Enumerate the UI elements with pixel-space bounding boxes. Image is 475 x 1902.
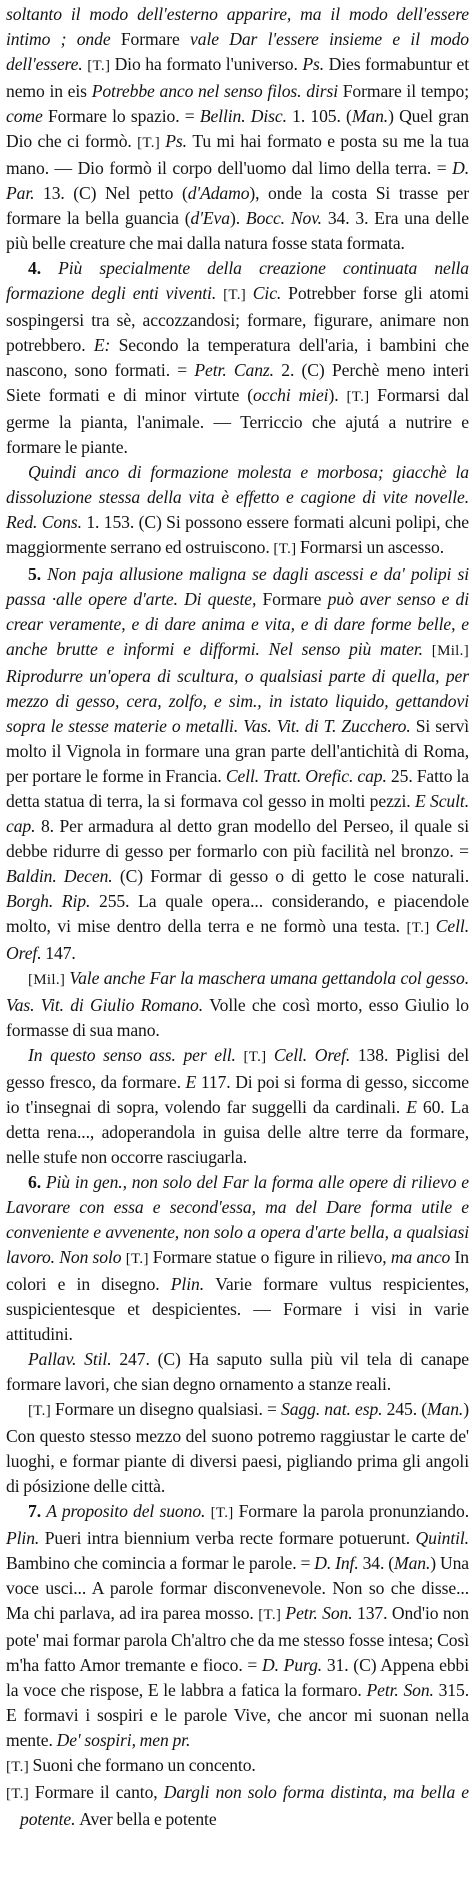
body-text: ) Con questo stesso mezzo del suono potremo raggiustar le carte de' luoghi, e formar piante di diversi paesi, pigliando prima gli angoli di pósizione delle città. bbox=[6, 1399, 469, 1496]
sense-number: 4. bbox=[28, 258, 59, 278]
entry-paragraph bbox=[6, 966, 469, 1043]
italic-text: In questo senso ass. per ell. bbox=[28, 1045, 244, 1065]
italic-text: Man. bbox=[426, 1399, 464, 1419]
italic-text: Quindi anco di formazione molesta e morbosa; giacchè la dissoluzione stessa della vita è effetto e cagione di vite novelle. Red. Cons. bbox=[6, 462, 469, 532]
italic-text: Cic. bbox=[252, 283, 289, 303]
entry-paragraph bbox=[6, 460, 469, 562]
source-tag: [T.] bbox=[258, 1607, 286, 1623]
body-text: ). bbox=[229, 208, 246, 228]
italic-text: Bellin. Disc. bbox=[199, 106, 293, 126]
italic-text: soltanto il modo dell'esterno apparire, ma il modo dell'essere intimo ; onde bbox=[6, 4, 469, 49]
italic-text: Cell. Oref. bbox=[6, 916, 470, 963]
italic-text: d'Eva bbox=[190, 208, 230, 228]
body-text: 60. La detta rena..., adoperandola in guisa delle altre terre da formare, nelle stufe non occorre rasciugarla. bbox=[6, 1097, 469, 1167]
italic-text: vale Dar l'essere insieme e il modo dell'essere. bbox=[6, 29, 469, 74]
body-text: Formarsi un ascesso. bbox=[299, 537, 445, 557]
body-text: 137. Ond'io non pote' mai formar parola Ch'altro che da me stesso fosse intesa; Così m'ha fatto Amor tremante e fioco. = bbox=[6, 1603, 470, 1675]
body-text: 2. (C) Perchè meno interi Siete formati e di minor virtute ( bbox=[6, 360, 469, 405]
italic-text: A proposito del suono. bbox=[46, 1501, 211, 1521]
body-text: Formare lo spazio. = bbox=[47, 106, 200, 126]
body-text: 315. E formavi i sospiri e le parole Vive, che ancor mi suonan nella mente. bbox=[6, 1680, 469, 1750]
body-text: 245. ( bbox=[386, 1399, 427, 1419]
italic-text: Più in gen., non solo del Far la forma alle opere di rilievo e Lavorare con essa e second'essa, ma del Dare forma utile e conveniente e avvenente, non solo a opera d'arte bella, a qualsiasi lavoro. Non solo bbox=[6, 1172, 469, 1267]
italic-text: Dargli non solo forma distinta, ma bella e potente. bbox=[20, 1782, 470, 1829]
source-tag: [T.] bbox=[223, 287, 253, 303]
entry-paragraph bbox=[6, 1753, 469, 1780]
italic-text: Plin. bbox=[170, 1274, 216, 1294]
source-tag: [Mil.] bbox=[431, 643, 469, 659]
source-tag: [T.] bbox=[125, 1251, 153, 1267]
body-text: 247. (C) Ha saputo sulla più vil tela di canape formare lavori, che sian degno ornamento a stanze reali. bbox=[6, 1349, 469, 1394]
italic-text: E bbox=[185, 1072, 201, 1092]
italic-text: come bbox=[6, 106, 48, 126]
source-tag: [T.] bbox=[6, 1759, 33, 1775]
italic-text: E: bbox=[93, 335, 119, 355]
italic-text: Pallav. Stil. bbox=[28, 1349, 120, 1369]
italic-text: Man. bbox=[351, 106, 389, 126]
italic-text: Ps. bbox=[302, 54, 329, 74]
entry-paragraph bbox=[6, 1347, 469, 1397]
source-tag: [T.] bbox=[137, 135, 166, 151]
body-text: ). bbox=[328, 385, 347, 405]
italic-text: Quintil. bbox=[415, 1528, 469, 1548]
body-text: Dies formabuntur et nemo in eis bbox=[6, 54, 469, 101]
source-tag: [T.] bbox=[6, 1786, 35, 1802]
italic-text: Petr. Canz. bbox=[194, 360, 282, 380]
body-text: 13. (C) Nel petto ( bbox=[43, 183, 188, 203]
body-text: 138. Piglisi del gesso fresco, da formare. bbox=[6, 1045, 470, 1092]
italic-text: ma anco bbox=[390, 1247, 455, 1267]
body-text: Suoni che formano un concento. bbox=[32, 1755, 256, 1775]
italic-text: Plin. bbox=[6, 1528, 45, 1548]
entry-paragraph bbox=[6, 2, 469, 256]
italic-text: Vale anche Far la maschera umana gettandola col gesso. Vas. Vit. di Giulio Romano. bbox=[6, 968, 469, 1015]
body-text: Formare il canto, bbox=[34, 1782, 164, 1802]
body-text: 255. La quale opera... considerando, e piacendole molto, vi mise dentro della terra e ne formò una testa. bbox=[6, 891, 469, 936]
sense-number: 7. bbox=[28, 1501, 47, 1521]
source-tag: [T.] bbox=[243, 1049, 274, 1065]
body-text: ), onde la costa Si trasse per formare la bella guancia ( bbox=[6, 183, 469, 228]
body-text: Volle che così morto, esso Giulio lo formasse di sua mano. bbox=[6, 995, 469, 1040]
body-text: 25. Fatto la detta statua di terra, la si formava col gesso in molti pezzi. bbox=[6, 766, 470, 811]
entry-paragraph bbox=[6, 562, 469, 966]
body-text: Formarsi dal germe la pianta, l'animale. — Terriccio che ajutá a nutrire e formare le piante. bbox=[6, 385, 469, 457]
source-tag: [T.] bbox=[273, 541, 300, 557]
italic-text: Borgh. Rip. bbox=[6, 891, 100, 911]
body-text: Formare statue o figure in rilievo, bbox=[152, 1247, 391, 1267]
italic-text: occhi miei bbox=[253, 385, 329, 405]
body-text: 31. (C) Appena ebbi la voce che rispose, E le labbra a fatica la formaro. bbox=[6, 1655, 470, 1700]
source-tag: [T.] bbox=[406, 920, 436, 936]
body-text: Dio ha formato l'universo. bbox=[114, 54, 303, 74]
italic-text: Bocc. Nov. bbox=[245, 208, 328, 228]
body-text: 147. bbox=[45, 943, 76, 963]
body-text: Si servì molto il Vignola in formare una gran parte dell'antichità di Roma, per portare le forme in Francia. bbox=[6, 716, 469, 786]
body-text: 8. Per armadura al detto gran modello del Perseo, il quale si debbe ridurre di gesso per formarlo con più facilità nel bronzo. = bbox=[6, 816, 470, 861]
entry-paragraph bbox=[6, 1170, 469, 1347]
body-text: Pueri intra biennium verba recte formare potuerunt. bbox=[44, 1528, 416, 1548]
italic-text: Baldin. Decen. bbox=[6, 866, 120, 886]
body-text: Formare il tempo; bbox=[342, 81, 470, 101]
sense-number: 5. bbox=[28, 564, 48, 584]
italic-text: D. Purg. bbox=[262, 1655, 327, 1675]
body-text: ) Una voce usci... A parole formar disconvenevole. Non so che disse... Ma chi parlava, ad ira parea mosso. bbox=[6, 1553, 470, 1623]
italic-text: Sagg. nat. esp. bbox=[281, 1399, 387, 1419]
italic-text: può aver senso e di crear veramente, e di dare anima e vita, e di dare forme belle, e anche brutte e informi e difformi. Nel senso più mater. bbox=[6, 589, 470, 659]
italic-text: E Scult. cap. bbox=[6, 791, 469, 836]
italic-text: d'Adamo bbox=[187, 183, 250, 203]
body-text: Varie formare vultus respicientes, suspicientesque et despicientes. — Formare i visi in varie attitudini. bbox=[6, 1274, 469, 1344]
entry-paragraph bbox=[6, 1397, 469, 1499]
body-text: 1. 153. (C) Si possono essere formati alcuni polipi, che maggiormente serrano ed ostruiscono. bbox=[6, 512, 469, 557]
italic-text: Potrebbe anco nel senso filos. dirsi bbox=[91, 81, 343, 101]
dictionary-entry-column bbox=[6, 2, 469, 1832]
italic-text: Cell. Tratt. Orefic. cap. bbox=[225, 766, 391, 786]
sense-number: 6. bbox=[28, 1172, 46, 1192]
source-tag: [Mil.] bbox=[28, 972, 70, 988]
body-text: (C) Formar di gesso o di getto le cose naturali. bbox=[119, 866, 469, 886]
source-tag: [T.] bbox=[28, 1403, 55, 1419]
italic-text: De' sospiri, men pr. bbox=[56, 1730, 191, 1750]
italic-text: E bbox=[406, 1097, 423, 1117]
source-tag: [T.] bbox=[346, 389, 378, 405]
source-tag: [T.] bbox=[87, 58, 115, 74]
body-text: Formare bbox=[262, 589, 328, 609]
body-text: Formare bbox=[120, 29, 191, 49]
body-text: 34. ( bbox=[362, 1553, 395, 1573]
italic-text: Petr. Son. bbox=[285, 1603, 358, 1623]
entry-paragraph bbox=[6, 1780, 469, 1832]
body-text: Formare la parola pronunziando. bbox=[238, 1501, 470, 1521]
body-text: 1. 105. ( bbox=[292, 106, 352, 126]
body-text: In colori e in disegno. bbox=[6, 1247, 469, 1294]
italic-text: Ps. bbox=[165, 131, 193, 151]
entry-paragraph bbox=[6, 1499, 469, 1753]
body-text: 117. Di poi si forma di gesso, siccome io t'insegnai di sopra, volendo far suggelli da cardinali. bbox=[6, 1072, 469, 1117]
italic-text: Cell. Oref. bbox=[273, 1045, 358, 1065]
italic-text: Petr. Son. bbox=[366, 1680, 439, 1700]
italic-text: Non paja allusione maligna se dagli ascessi e da' polipi si passa ·alle opere d'arte. Di queste, bbox=[6, 564, 469, 609]
body-text: Potrebber forse gli atomi sospingersi tra sè, accozzandosi; formare, figurare, animare non potrebbero. bbox=[6, 283, 469, 355]
body-text: Secondo la temperatura dell'aria, i bambini che nascono, sono formati. = bbox=[6, 335, 469, 380]
entry-paragraph bbox=[6, 1043, 469, 1170]
entry-paragraph bbox=[6, 256, 469, 460]
italic-text: Man. bbox=[394, 1553, 431, 1573]
italic-text: D. Par. bbox=[6, 158, 469, 203]
body-text: ) Quel gran Dio che ci formò. bbox=[6, 106, 469, 151]
italic-text: Riprodurre un'opera di scultura, o qualsiasi parte di quella, per mezzo di gesso, cera, zolfo, e sim., in istato liquido, gettandovi sopra le stesse materie o metalli. Vas. Vit. di T. Zucchero. bbox=[6, 666, 469, 736]
italic-text: D. Inf. bbox=[314, 1553, 363, 1573]
body-text: Formare un disegno qualsiasi. = bbox=[54, 1399, 282, 1419]
body-text: 34. 3. Era una delle più belle creature che mai dalla natura fosse stata formata. bbox=[6, 208, 470, 253]
body-text: Bambino che comincia a formar le parole. = bbox=[6, 1553, 315, 1573]
italic-text: Più specialmente della creazione continuata nella formazione degli enti viventi. bbox=[6, 258, 469, 303]
body-text: Tu mi hai formato e posta su me la tua mano. — Dio formò il corpo dell'uomo dal limo della terra. = bbox=[6, 131, 469, 178]
source-tag: [T.] bbox=[210, 1505, 239, 1521]
body-text: Aver bella e potente bbox=[79, 1809, 217, 1829]
